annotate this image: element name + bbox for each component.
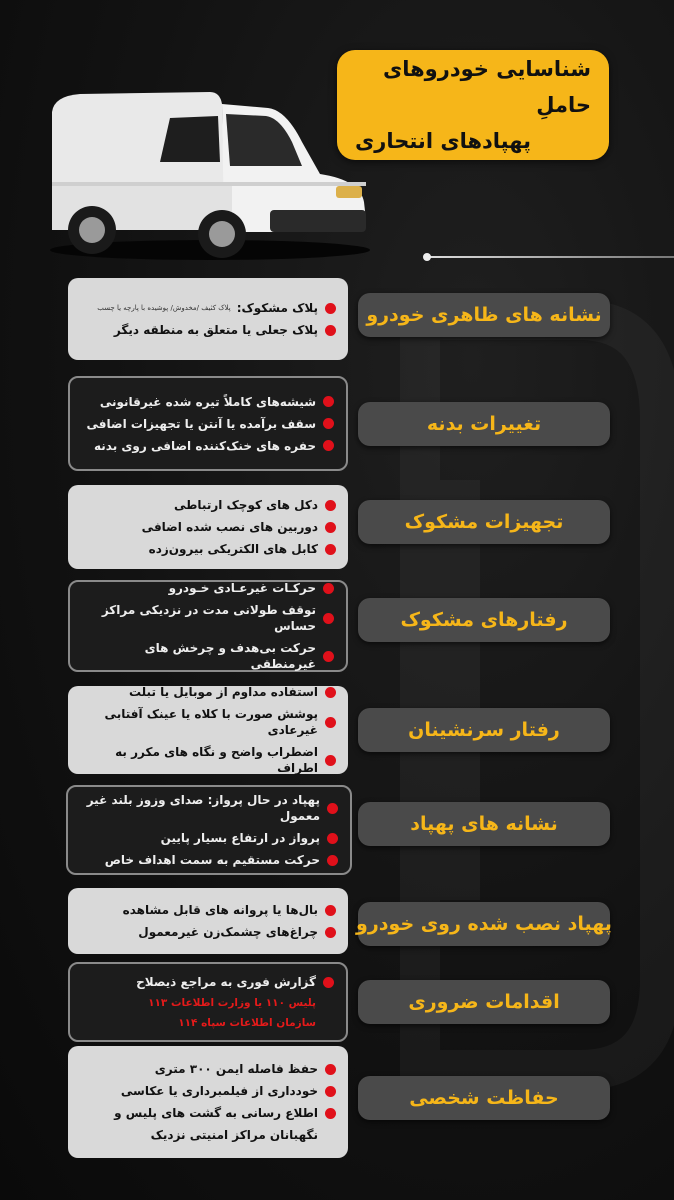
- bullet-icon: [327, 855, 338, 866]
- bullet-icon: [327, 833, 338, 844]
- list-item: پهپاد در حال پرواز: صدای وزوز بلند غیر معمول: [76, 792, 338, 824]
- section-label-vehicle-mounted-drone: پهپاد نصب شده روی خودرو: [358, 902, 610, 946]
- list-item: حرکت مستقیم به سمت اهداف خاص: [76, 852, 338, 868]
- section-label-drone-signs: نشانه های پهپاد: [358, 802, 610, 846]
- list-item: پوشش صورت با کلاه یا عینک آفتابی غیرعادی: [76, 706, 336, 738]
- bullet-icon: [325, 717, 336, 728]
- section-card-urgent-actions: [68, 962, 348, 1042]
- list-item: اطلاع رسانی به گشت های پلیس و: [76, 1105, 336, 1121]
- section-label-occupants-behavior: رفتار سرنشینان: [358, 708, 610, 752]
- bullet-icon: [325, 1108, 336, 1119]
- section-label-suspicious-equipment: تجهیزات مشکوک: [358, 500, 610, 544]
- bullet-icon: [325, 1086, 336, 1097]
- bullet-icon: [325, 325, 336, 336]
- section-card-personal-protection: [68, 1046, 348, 1158]
- bullet-icon: [325, 755, 336, 766]
- van-image: [40, 82, 370, 262]
- section-label-urgent-actions: اقدامات ضروری: [358, 980, 610, 1024]
- emergency-numbers-line-2: سازمان اطلاعات سپاه ۱۱۴: [178, 1017, 316, 1029]
- list-item: توقف طولانی مدت در نزدیکی مراکز حساس: [78, 602, 334, 634]
- title-line-2: پهپادهای انتحاری: [355, 129, 531, 153]
- list-item: حرکت بی‌هدف و چرخش های غیرمنطقی: [78, 640, 334, 672]
- list-item: اضطراب واضح و نگاه های مکرر به اطراف: [76, 744, 336, 776]
- plate-note: پلاک کثیف /مخدوش/ پوشیده با پارچه یا چسب: [97, 304, 231, 312]
- list-item: خودداری از فیلمبرداری یا عکاسی: [76, 1083, 336, 1099]
- section-card-body-changes: [68, 376, 348, 471]
- bullet-icon: [323, 977, 334, 988]
- list-item-continuation: نگهبانان مراکز امنیتی نزدیک: [150, 1128, 318, 1142]
- section-card-appearance: [68, 278, 348, 360]
- section-label-appearance: نشانه های ظاهری خودرو: [358, 293, 610, 337]
- bullet-icon: [325, 500, 336, 511]
- list-item: استفاده مداوم از موبایل یا تبلت: [76, 684, 336, 700]
- bullet-icon: [323, 440, 334, 451]
- list-item: چراغ‌های چشمک‌زن غیرمعمول: [76, 924, 336, 940]
- bullet-icon: [325, 303, 336, 314]
- list-item: حفره های خنک‌کننده اضافی روی بدنه: [78, 438, 334, 454]
- list-item: پرواز در ارتفاع بسیار پایین: [76, 830, 338, 846]
- bullet-icon: [325, 522, 336, 533]
- bullet-icon: [323, 583, 334, 594]
- list-item: شیشه‌های کاملاً تیره شده غیرقانونی: [78, 394, 334, 410]
- bullet-icon: [323, 396, 334, 407]
- title-line-1: شناسایی خودروهای حاملِ: [382, 57, 591, 117]
- list-item: دوربین های نصب شده اضافی: [76, 519, 336, 535]
- emergency-numbers-line-1: پلیس ۱۱۰ یا وزارت اطلاعات ۱۱۳: [148, 997, 316, 1009]
- bullet-icon: [323, 651, 334, 662]
- list-item: کابل های الکتریکی بیرون‌زده: [76, 541, 336, 557]
- bullet-icon: [325, 905, 336, 916]
- list-item: پلاک جعلی یا متعلق به منطقه دیگر: [76, 322, 336, 338]
- bullet-icon: [325, 544, 336, 555]
- section-card-drone-signs: [66, 785, 352, 875]
- divider-line: [427, 256, 674, 258]
- section-card-suspicious-equipment: [68, 485, 348, 569]
- bullet-icon: [323, 613, 334, 624]
- list-item: پلاک مشکوک: پلاک کثیف /مخدوش/ پوشیده با پارچه یا چسب: [76, 300, 336, 316]
- list-item: گزارش فوری به مراجع ذیصلاح: [78, 974, 334, 990]
- section-card-vehicle-mounted-drone: [68, 888, 348, 954]
- list-item: سقف برآمده یا آنتن یا تجهیزات اضافی: [78, 416, 334, 432]
- bullet-icon: [325, 927, 336, 938]
- section-label-suspicious-behavior: رفتارهای مشکوک: [358, 598, 610, 642]
- title-box: [337, 50, 609, 160]
- bullet-icon: [325, 1064, 336, 1075]
- bullet-icon: [325, 687, 336, 698]
- section-label-body-changes: تغییرات بدنه: [358, 402, 610, 446]
- section-card-suspicious-behavior: [68, 580, 348, 672]
- section-card-occupants-behavior: [68, 686, 348, 774]
- list-item: دکل های کوچک ارتباطی: [76, 497, 336, 513]
- list-item: بال‌ها یا پروانه های قابل مشاهده: [76, 902, 336, 918]
- list-item: حفظ فاصله ایمن ۳۰۰ متری: [76, 1061, 336, 1077]
- section-label-personal-protection: حفاظت شخصی: [358, 1076, 610, 1120]
- list-item: حرکـات غیرعـادی خـودرو: [78, 580, 334, 596]
- bullet-icon: [323, 418, 334, 429]
- bullet-icon: [327, 803, 338, 814]
